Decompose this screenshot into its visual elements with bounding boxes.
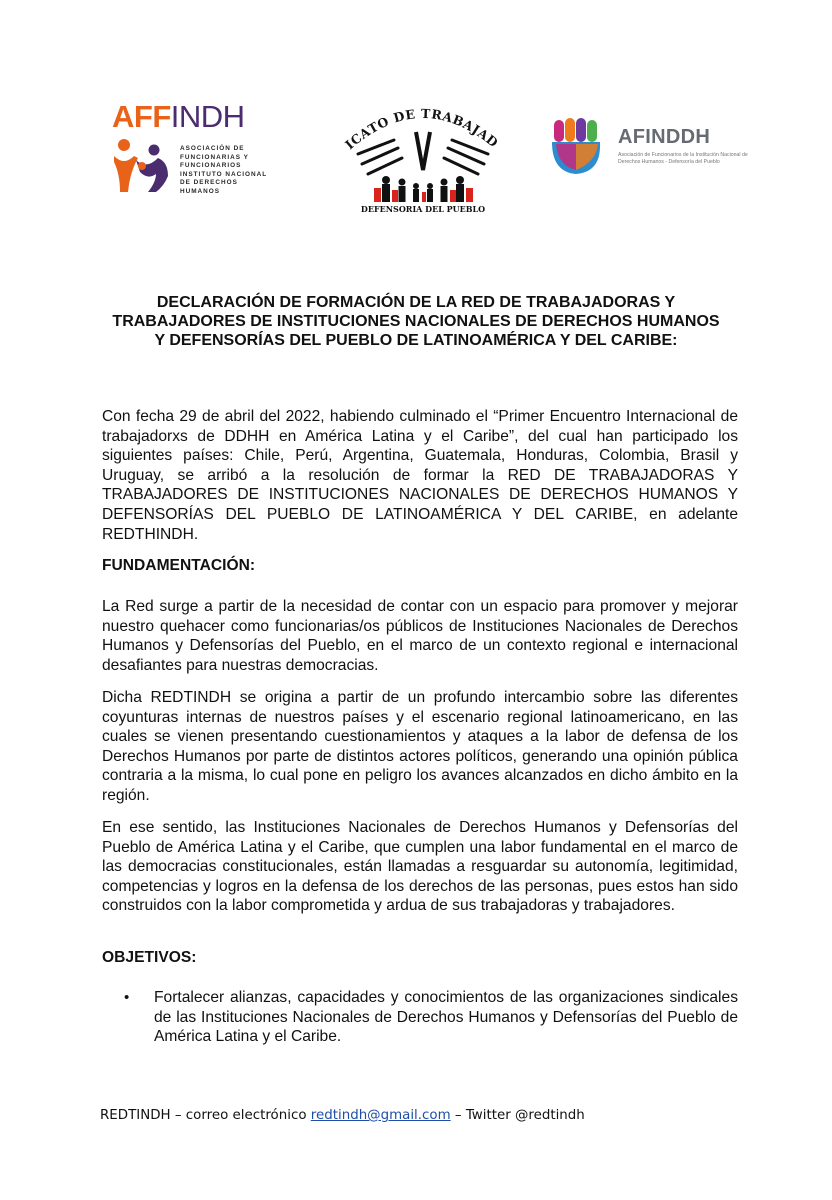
sindicato-arc-text: ICATO DE TRABAJAD xyxy=(342,105,502,153)
afinddh-logo-subtitle: Asociación de Funcionarios de la Institución Nacional de Derechos Humanos - Defensoría del Pueblo xyxy=(618,152,748,165)
sindicato-logo xyxy=(328,88,518,216)
afinddh-logo-name: AFINDDH xyxy=(618,126,711,148)
title-line: TRABAJADORES DE INSTITUCIONES NACIONALES DE DERECHOS HUMANOS xyxy=(112,313,720,330)
sindicato-bottom-text: DEFENSORIA DEL PUEBLO xyxy=(360,204,486,214)
page-footer xyxy=(100,1108,585,1123)
svg-text:SINDICATO DE TRABAJADORES xyxy=(328,88,501,152)
bullet-icon: • xyxy=(124,989,130,1006)
title-line: DECLARACIÓN DE FORMACIÓN DE LA RED DE TRABAJADORAS Y xyxy=(156,294,676,311)
affindh-logo-subtitle: ASOCIACIÓN DE FUNCIONARIAS Y FUNCIONARIOS INSTITUTO NACIONAL DE DERECHOS HUMANOS xyxy=(180,145,267,195)
title-line: Y DEFENSORÍAS DEL PUEBLO DE LATINOAMÉRICA Y DEL CARIBE: xyxy=(154,332,678,349)
footer-suffix: – Twitter @redtindh xyxy=(454,1108,585,1123)
affindh-logo xyxy=(108,100,278,195)
fundamentacion-paragraph-1: La Red surge a partir de la necesidad de contar con un espacio para promover y mejorar nuestro quehacer como funcionarias/os públicos de Instituciones Nacionales de Derechos Humanos y Defensorías del Pueblo, en el marco de un contexto regional e internacional desafiantes para nuestras democracias. xyxy=(102,598,738,674)
intro-paragraph: Con fecha 29 de abril del 2022, habiendo culminado el “Primer Encuentro Internacional de trabajadorxs de DDHH en América Latina y el Caribe”, del cual han participado los siguientes países: Chile, Perú, Argentina, Guatemala, Honduras, Colombia, Brasil y Uruguay, se arribó a la resolución de formar la RED DE TRABAJADORAS Y TRABAJADORES DE INSTITUCIONES NACIONALES DE DERECHOS HUMANOS Y DEFENSORÍAS DEL PUEBLO DE LATINOAMÉRICA Y DEL CARIBE, en adelante REDTHINDH. xyxy=(102,408,738,543)
raised-fist-icon xyxy=(548,116,606,178)
afinddh-logo xyxy=(548,116,758,186)
fundamentacion-heading: FUNDAMENTACIÓN: xyxy=(102,557,256,574)
footer-prefix: REDTINDH – correo electrónico xyxy=(100,1108,307,1123)
fundamentacion-paragraph-3: En ese sentido, las Instituciones Nacionales de Derechos Humanos y Defensorías del Pueblo de América Latina y el Caribe, que cumplen una labor fundamental en el marco de las democracias constitucionales, están llamadas a resguardar su autonomía, legitimidad, competencias y logros en la defensa de los derechos de las personas, pues estos han sido construidos con la labor comprometida y ardua de sus trabajadoras y trabajadores. xyxy=(102,819,738,915)
document-title xyxy=(96,293,736,350)
email-link[interactable]: redtindh@gmail.com xyxy=(310,1108,451,1123)
list-item: Fortalecer alianzas, capacidades y conocimientos de las organizaciones sindicales de las Instituciones Nacionales de Derechos Humanos y Defensorías del Pueblo de América Latina y el Caribe. xyxy=(154,989,738,1046)
fundamentacion-paragraph-2: Dicha REDTINDH se origina a partir de un profundo intercambio sobre las diferentes coyunturas internas de nuestros países y el escenario regional latinoamericano, en las cuales se vienen presentando cuestionamientos y ataques a la labor de defensa de los Derechos Humanos por parte de distintos actores políticos, generando una opinión pública contraria a la misma, lo cual pone en peligro los avances alcanzados en dicho ámbito en la región. xyxy=(102,689,738,804)
affindh-logo-name: AFFINDH xyxy=(112,99,245,134)
objetivos-heading: OBJETIVOS: xyxy=(102,949,197,966)
affindh-people-icon xyxy=(112,136,172,194)
